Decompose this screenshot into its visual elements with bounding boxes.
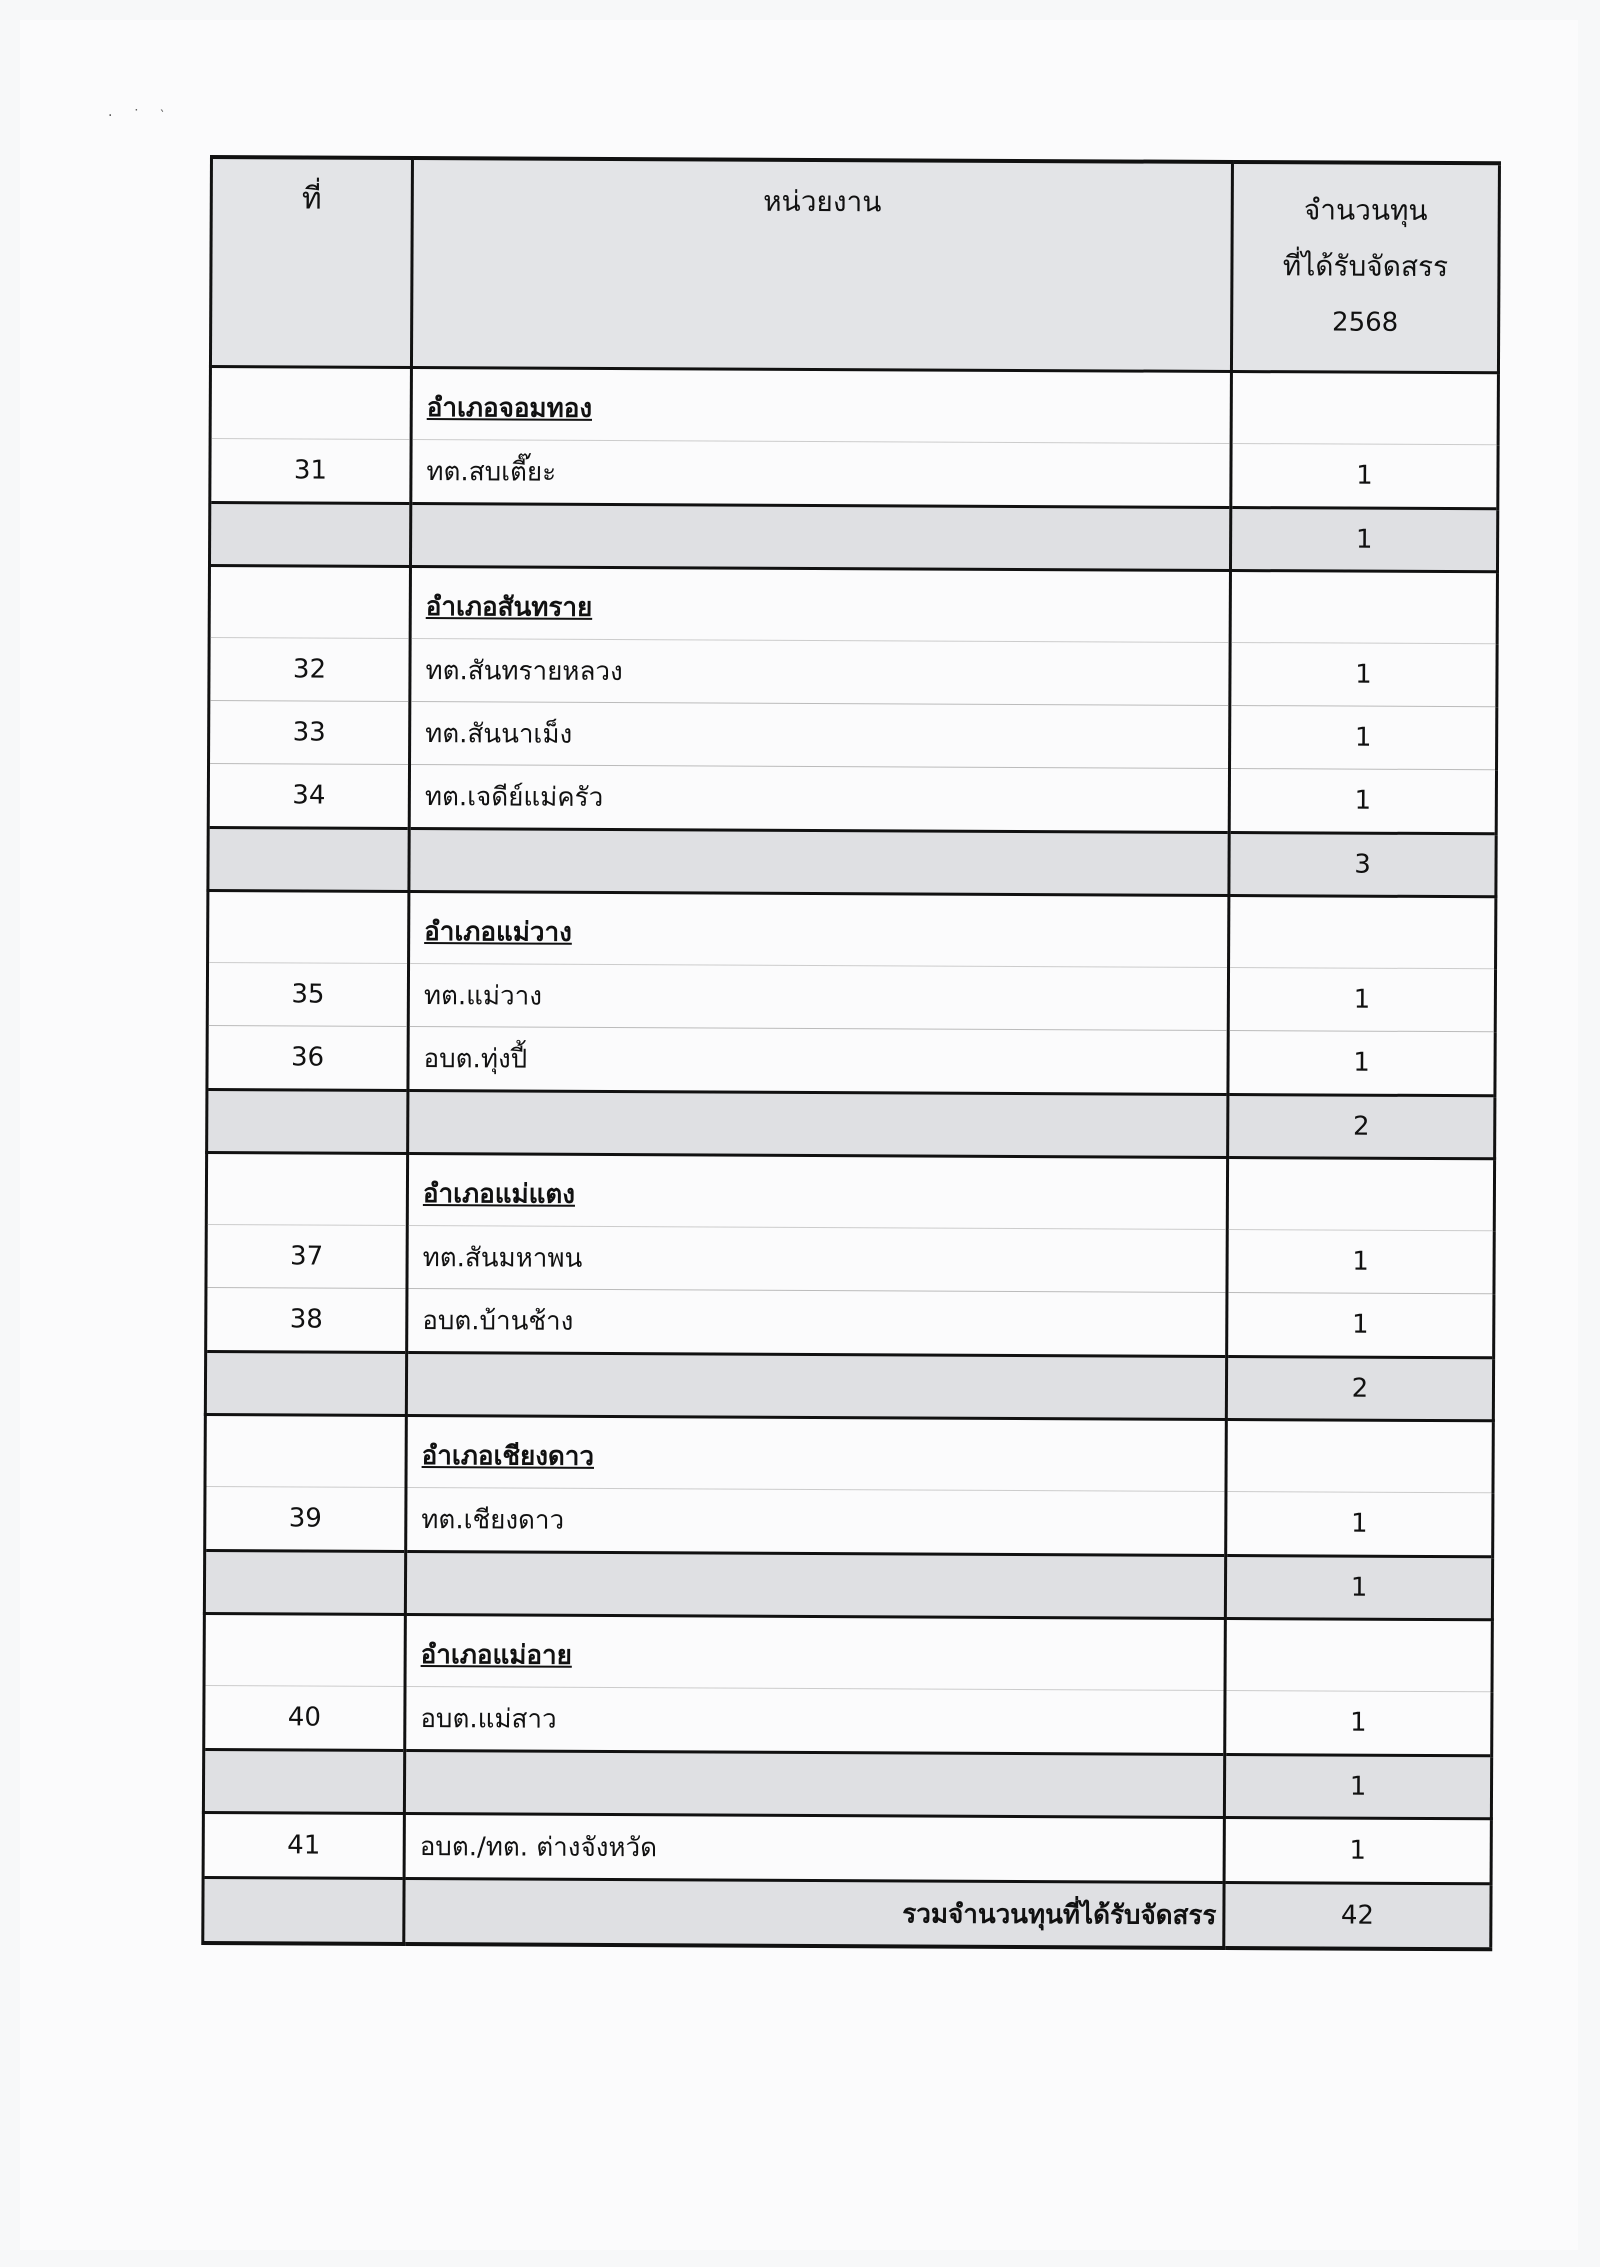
row-number: 41 bbox=[203, 1812, 404, 1878]
row-amount: 1 bbox=[1227, 1229, 1494, 1293]
row-unit: ทต.แม่วาง bbox=[408, 963, 1228, 1030]
subtotal-amount: 1 bbox=[1225, 1555, 1492, 1619]
row-number: 31 bbox=[210, 439, 411, 504]
header-amount bbox=[1231, 162, 1499, 373]
district-row bbox=[206, 1152, 1494, 1230]
subtotal-amount: 2 bbox=[1228, 1094, 1495, 1158]
district-name: อำเภอแม่วาง bbox=[409, 891, 1229, 967]
row-unit: อบต.บ้านช้าง bbox=[407, 1288, 1227, 1356]
district-row bbox=[210, 367, 1498, 445]
row-number: 36 bbox=[207, 1025, 408, 1090]
header-amount-line1: จำนวนทุน bbox=[1303, 193, 1428, 227]
header-amount-year: 2568 bbox=[1332, 307, 1399, 338]
row-unit: ทต.สันมหาพน bbox=[407, 1225, 1227, 1292]
row-amount: 1 bbox=[1227, 1292, 1494, 1357]
row-number: 37 bbox=[206, 1224, 407, 1288]
district-name: อำเภอจอมทอง bbox=[411, 367, 1231, 443]
district-name: อำเภอแม่อาย bbox=[405, 1614, 1225, 1690]
table-row bbox=[207, 1025, 1495, 1095]
row-amount: 1 bbox=[1230, 642, 1497, 706]
row-unit: ทต.สันนาเม็ง bbox=[410, 701, 1230, 768]
row-number: 33 bbox=[209, 701, 410, 765]
district-row bbox=[204, 1613, 1492, 1691]
subtotal-amount: 1 bbox=[1224, 1754, 1491, 1818]
district-row bbox=[208, 890, 1496, 968]
table-row bbox=[205, 1486, 1493, 1556]
row-unit: อบต.ทุ่งปี้ bbox=[408, 1026, 1228, 1094]
row-unit: อบต./ทต. ต่างจังหวัด bbox=[404, 1813, 1224, 1882]
table-row bbox=[204, 1685, 1492, 1755]
total-row bbox=[203, 1877, 1491, 1949]
row-amount: 1 bbox=[1228, 967, 1495, 1031]
row-unit: ทต.เจดีย์แม่ครัว bbox=[409, 764, 1229, 832]
table-row bbox=[206, 1287, 1494, 1357]
subtotal-row bbox=[203, 1749, 1491, 1818]
row-amount: 1 bbox=[1231, 443, 1498, 508]
subtotal-row bbox=[207, 1089, 1495, 1158]
row-amount: 1 bbox=[1226, 1491, 1493, 1556]
allocation-table bbox=[201, 155, 1501, 1951]
subtotal-row bbox=[204, 1550, 1492, 1619]
header-amount-line2: ที่ได้รับจัดสรร bbox=[1282, 249, 1449, 284]
row-amount: 1 bbox=[1225, 1690, 1492, 1755]
district-row bbox=[209, 566, 1497, 644]
row-number: 32 bbox=[209, 638, 410, 702]
subtotal-row bbox=[205, 1351, 1493, 1420]
district-name: อำเภอสันทราย bbox=[410, 566, 1230, 642]
row-amount: 1 bbox=[1228, 1030, 1495, 1095]
header-no: ที่ bbox=[210, 157, 412, 367]
row-unit: ทต.สบเตี๊ยะ bbox=[411, 439, 1231, 507]
row-unit: อบต.แม่สาว bbox=[405, 1686, 1225, 1754]
row-unit: ทต.เชียงดาว bbox=[406, 1487, 1226, 1555]
district-row bbox=[205, 1414, 1493, 1492]
table-header-row bbox=[210, 157, 1499, 373]
table-row bbox=[206, 1224, 1494, 1293]
header-unit: หน่วยงาน bbox=[411, 158, 1232, 372]
district-name: อำเภอเชียงดาว bbox=[406, 1415, 1226, 1491]
subtotal-amount: 3 bbox=[1229, 832, 1496, 896]
row-number: 40 bbox=[204, 1685, 405, 1750]
row-amount: 1 bbox=[1230, 705, 1497, 769]
subtotal-amount: 2 bbox=[1226, 1356, 1493, 1420]
table-row bbox=[208, 764, 1496, 834]
table-row bbox=[203, 1812, 1491, 1883]
scan-specks: · ˙ ‵ bbox=[108, 108, 172, 124]
table-row bbox=[207, 962, 1495, 1031]
subtotal-row bbox=[208, 827, 1496, 896]
table-row bbox=[210, 439, 1498, 509]
row-number: 35 bbox=[207, 962, 408, 1026]
row-number: 39 bbox=[205, 1486, 406, 1551]
row-amount: 1 bbox=[1229, 768, 1496, 833]
row-amount: 1 bbox=[1224, 1817, 1491, 1883]
district-name: อำเภอแม่แตง bbox=[407, 1153, 1227, 1229]
table-row bbox=[209, 638, 1497, 707]
table-row bbox=[209, 701, 1497, 770]
total-label: รวมจำนวนทุนที่ได้รับจัดสรร bbox=[404, 1878, 1224, 1948]
subtotal-row bbox=[209, 503, 1497, 572]
row-number: 38 bbox=[206, 1287, 407, 1352]
total-amount: 42 bbox=[1224, 1882, 1491, 1949]
row-unit: ทต.สันทรายหลวง bbox=[410, 638, 1230, 705]
row-number: 34 bbox=[208, 764, 409, 829]
subtotal-amount: 1 bbox=[1230, 507, 1497, 571]
